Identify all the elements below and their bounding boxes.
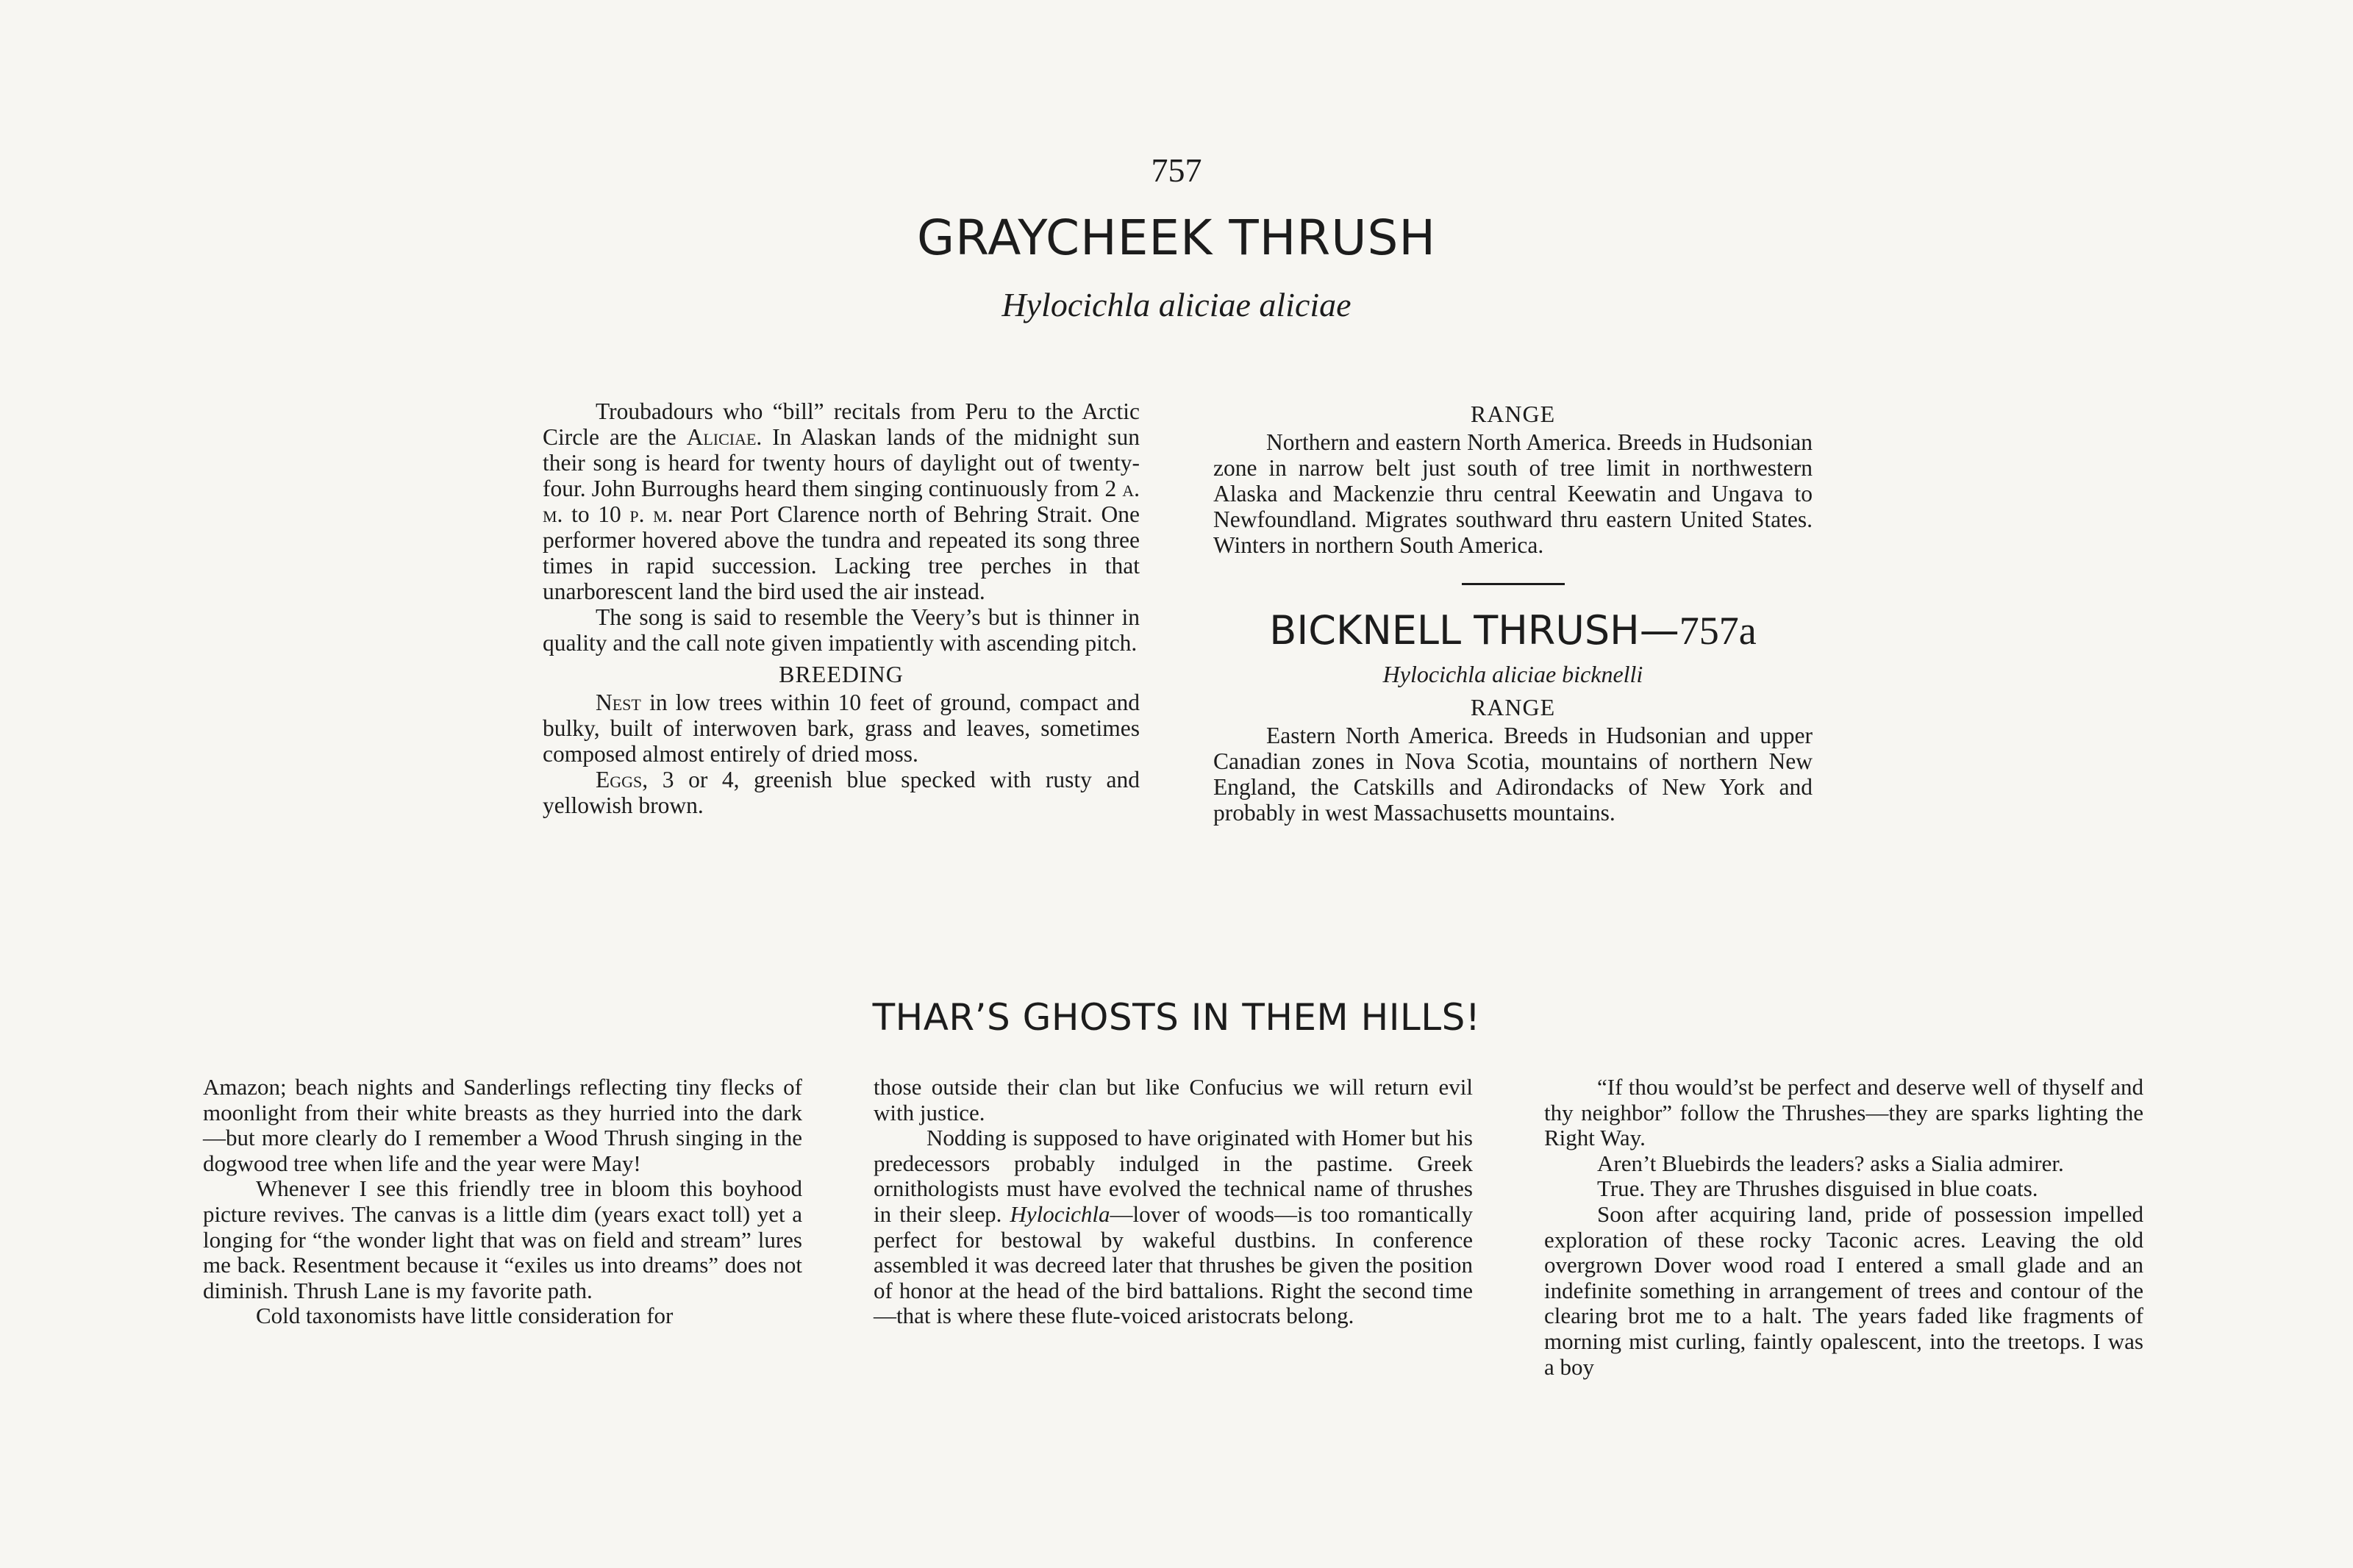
bottom-column-1 bbox=[203, 1075, 802, 1329]
col1-paragraph-2: Whenever I see this friendly tree in bloom this boyhood picture revives. The canvas is a little dim (years exact toll) yet a longing for “the wonder light that was on field and stream” lures me back. Resentment because it “exiles us into dreams” does not diminish. Thrush Lane is my favorite path. bbox=[203, 1175, 802, 1303]
bottom-column-2 bbox=[874, 1075, 1473, 1329]
intro-paragraph: Troubadours who “bill” recitals from Peru to the Arctic Circle are the Aliciae. In Alaskan lands of the midnight sun their song is heard for twenty hours of daylight out of twenty-four. John Burroughs heard them singing continuously from 2 a. m. to 10 p. m. near Port Clarence north of Behring Strait. One performer hovered above the tundra and repeated its song three times in rapid succession. Lacking tree perches in that unarborescent land the bird used the air instead. bbox=[543, 398, 1140, 604]
song-paragraph: The song is said to resemble the Veery’s but is thinner in quality and the call note given impatiently with ascending pitch. bbox=[543, 604, 1140, 656]
bicknell-scientific-name: Hylocichla aliciae bicknelli bbox=[1382, 661, 1643, 687]
page-number: 757 bbox=[1151, 151, 1202, 189]
eggs-paragraph: Eggs, 3 or 4, greenish blue specked with rusty and yellowish brown. bbox=[543, 767, 1140, 818]
col1-paragraph-1: Amazon; beach nights and Sanderlings reflecting tiny flecks of moonlight from their white breasts as they hurried into the dark—but more clearly do I remember a Wood Thrush singing in the dogwood tree when life and the year were May! bbox=[203, 1074, 802, 1176]
scientific-name: Hylocichla aliciae aliciae bbox=[1001, 286, 1352, 323]
col2-paragraph-2: Nodding is supposed to have originated with Homer but his predecessors probably indulged in the pastime. Greek ornithologists must have evolved the technical name of thrushes in their sleep. Hylocichla—lover of woods—is too romantically perfect for bestowal by wakeful dustbins. In conference assembled it was decreed later that thrushes be given the position of honor at the head of the bird battalions. Right the second time—that is where these flute-voiced aristocrats belong. bbox=[874, 1125, 1473, 1329]
left-column bbox=[543, 398, 1140, 818]
bottom-column-3 bbox=[1544, 1075, 2143, 1380]
bicknell-range-heading: RANGE bbox=[1470, 694, 1556, 720]
divider-rule bbox=[1462, 583, 1565, 585]
bicknell-range-text: Eastern North America. Breeds in Hudsonian and upper Canadian zones in Nova Scotia, mountains of northern New England, the Catskills and Adirondacks of New York and probably in west Massachusetts mountains. bbox=[1213, 723, 1813, 826]
col3-paragraph-1: “If thou would’st be perfect and deserve well of thyself and thy neighbor” follow the Thrushes—they are sparks lighting the Right Way. bbox=[1544, 1074, 2143, 1151]
col3-paragraph-2: Aren’t Bluebirds the leaders? asks a Sialia admirer. bbox=[1597, 1150, 2064, 1176]
col2-paragraph-1: those outside their clan but like Confucius we will return evil with justice. bbox=[874, 1074, 1473, 1125]
nest-paragraph: Nest in low trees within 10 feet of ground, compact and bulky, built of interwoven bark, grass and leaves, sometimes composed almost entirely of dried moss. bbox=[543, 690, 1140, 767]
col3-paragraph-4: Soon after acquiring land, pride of possession impelled exploration of these rocky Taconic acres. Leaving the old overgrown Dover wood road I entered a small glade and an indefinite something in arrangement of trees and contour of the clearing brot me to a halt. The years faded like fragments of morning mist curling, faintly opalescent, into the treetops. I was a boy bbox=[1544, 1200, 2143, 1380]
col3-paragraph-3: True. They are Thrushes disguised in blue coats. bbox=[1597, 1175, 2038, 1202]
range-heading: RANGE bbox=[1470, 401, 1556, 427]
col1-paragraph-3: Cold taxonomists have little consideration for bbox=[256, 1303, 674, 1329]
page-title: GRAYCHEEK THRUSH bbox=[916, 210, 1437, 266]
range-text: Northern and eastern North America. Breeds in Hudsonian zone in narrow belt just south of tree limit in northwestern Alaska and Mackenzie thru central Keewatin and Ungava to Newfoundland. Migrates southward thru eastern United States. Winters in northern South America. bbox=[1213, 429, 1813, 558]
right-column bbox=[1213, 395, 1813, 826]
section-title: THAR’S GHOSTS IN THEM HILLS! bbox=[872, 996, 1481, 1039]
bicknell-title: BICKNELL THRUSH—757a bbox=[1269, 607, 1757, 654]
breeding-heading: BREEDING bbox=[779, 661, 904, 687]
